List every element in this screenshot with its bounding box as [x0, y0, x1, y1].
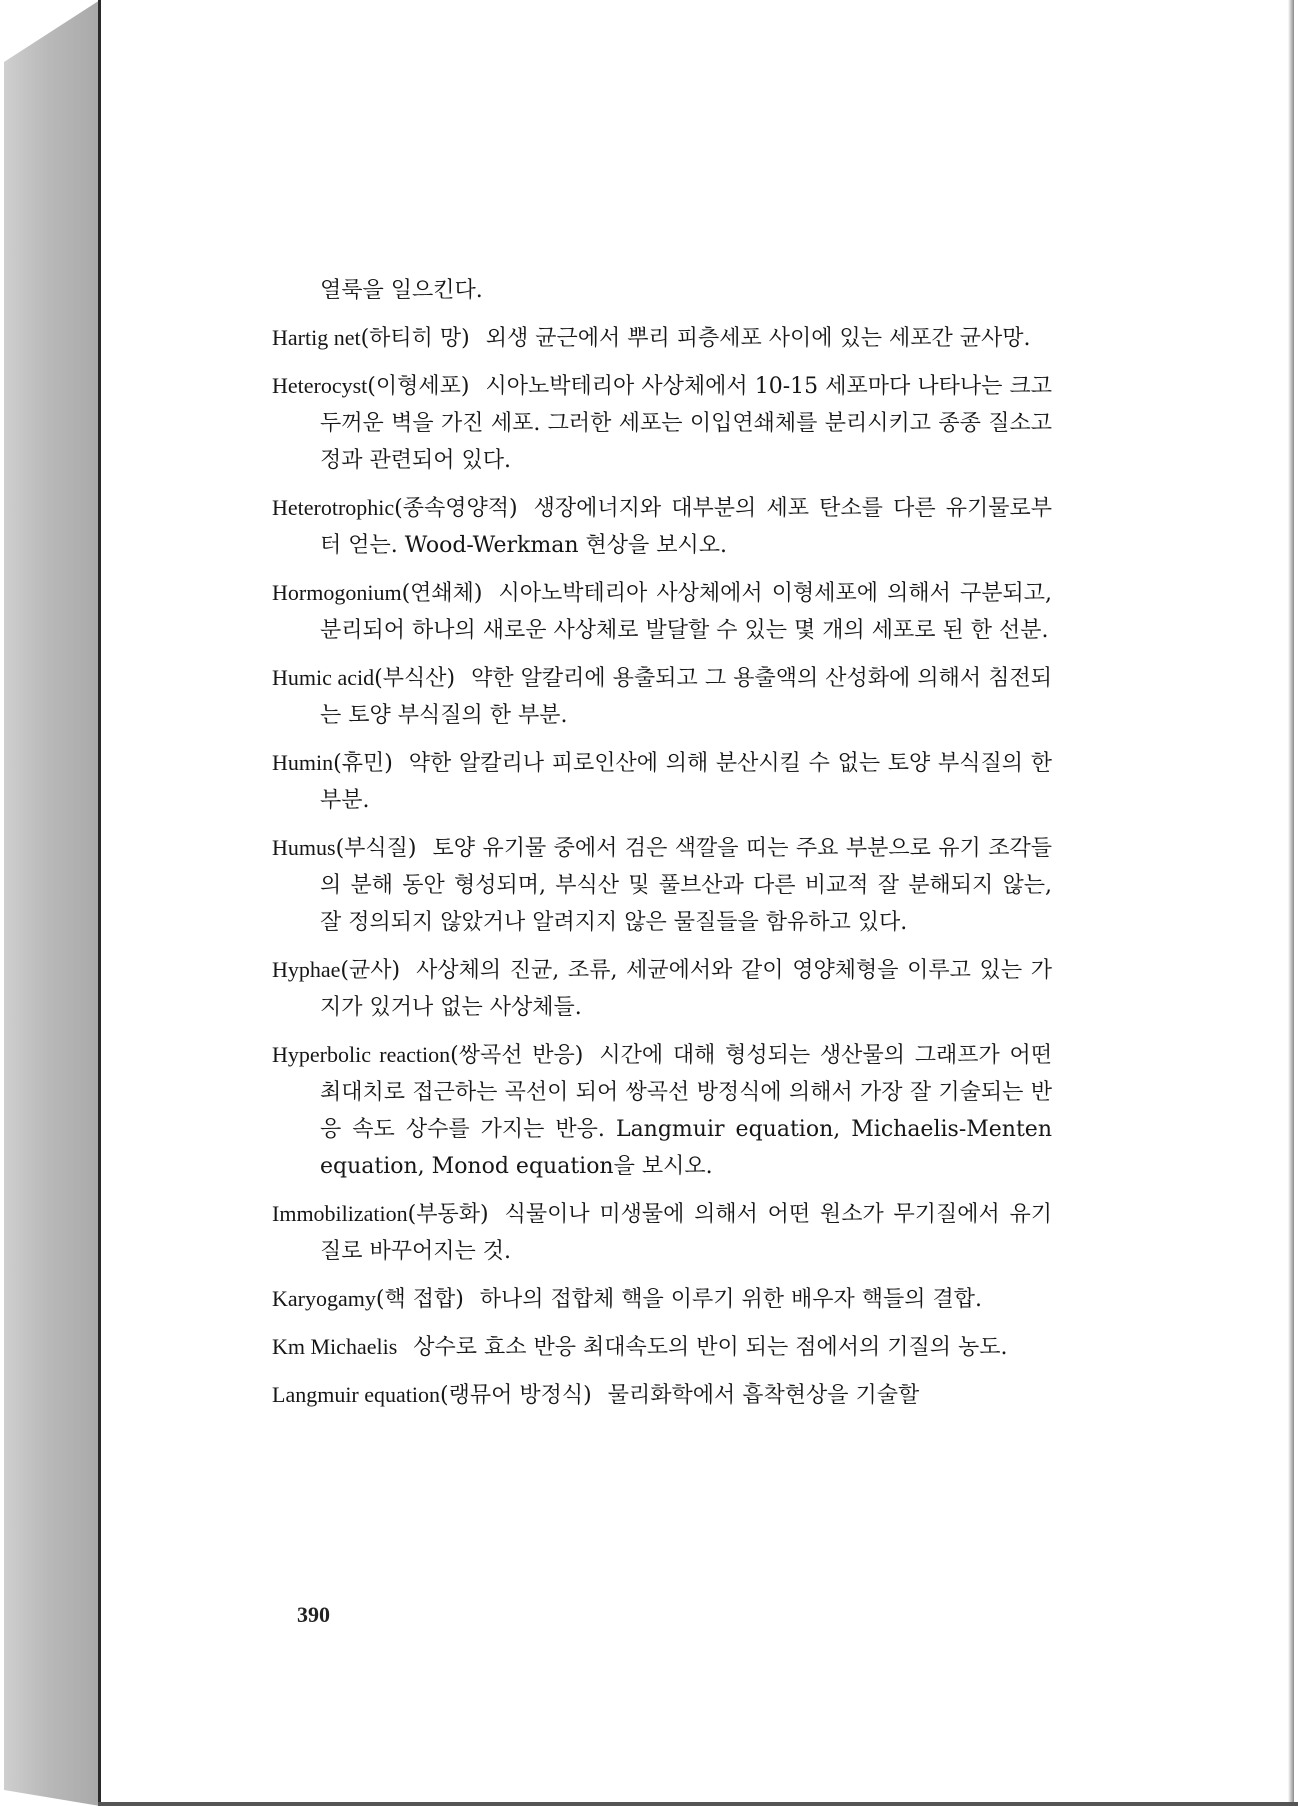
entry-korean-term: (이형세포)	[367, 374, 470, 399]
page-edge	[1288, 0, 1294, 1806]
page-bottom-edge	[98, 1802, 1298, 1806]
glossary-entry	[272, 1195, 1052, 1270]
entry-definition: 생장에너지와 대부분의 세포 탄소를 다른 유기물로부터 얻는. Wood-Werkman 현상을 보시오.	[320, 496, 1052, 558]
entry-definition: 시간에 대해 형성되는 생산물의 그래프가 어떤 최대치로 접근하는 곡선이 되어 쌍곡선 방정식에 의해서 가장 잘 기술되는 반응 속도 상수를 가지는 반응. Langmuir equation, Michaelis-Menten equation, Monod equation을 보시오.	[320, 1043, 1053, 1179]
glossary-entry	[272, 951, 1052, 1026]
entry-korean-term: (쌍곡선 반응)	[450, 1043, 584, 1068]
glossary-entry	[272, 1280, 1052, 1318]
glossary-text	[272, 272, 1052, 1424]
entry-definition: 약한 알칼리에 용출되고 그 용출액의 산성화에 의해서 침전되는 토양 부식질의 한 부분.	[320, 666, 1052, 728]
glossary-entry	[272, 1036, 1052, 1185]
entry-korean-term: (균사)	[340, 958, 401, 983]
entry-korean-term: (부식질)	[335, 836, 417, 861]
glossary-entry	[272, 367, 1052, 479]
entry-definition: 하나의 접합체 핵을 이루기 위한 배우자 핵들의 결합.	[479, 1287, 983, 1312]
entry-definition: 열룩을 일으킨다.	[320, 278, 483, 303]
entry-term: Hartig net	[272, 325, 361, 350]
book-spine	[4, 0, 100, 1806]
entry-korean-term: (연쇄체)	[401, 581, 483, 606]
entry-definition: 약한 알칼리나 피로인산에 의해 분산시킬 수 없는 토양 부식질의 한 부분.	[320, 751, 1052, 813]
entry-term: Immobilization	[272, 1201, 408, 1226]
glossary-entry	[272, 1376, 1052, 1414]
entry-term: Langmuir equation	[272, 1382, 441, 1407]
entry-definition: 식물이나 미생물에 의해서 어떤 원소가 무기질에서 유기질로 바꾸어지는 것.	[320, 1202, 1052, 1264]
entry-korean-term: (핵 접합)	[375, 1287, 464, 1312]
entry-korean-term: (하티히 망)	[360, 326, 470, 351]
page-number: 390	[297, 1602, 330, 1627]
glossary-entry	[272, 659, 1052, 734]
entry-korean-term: (부식산)	[374, 666, 456, 691]
entry-definition: 사상체의 진균, 조류, 세균에서와 같이 영양체형을 이루고 있는 가지가 있거나 없는 사상체들.	[320, 958, 1052, 1020]
entry-korean-term: (휴민)	[333, 751, 393, 776]
entry-term: Hyperbolic reaction	[272, 1042, 451, 1067]
glossary-entry	[272, 574, 1052, 649]
entry-korean-term: (부동화)	[407, 1202, 489, 1227]
entry-definition: 물리화학에서 흡착현상을 기술할	[607, 1383, 920, 1408]
entry-term: Heterocyst	[272, 373, 368, 398]
entry-term: Humic acid	[272, 665, 375, 690]
glossary-entry	[272, 829, 1052, 941]
entry-term: Humus	[272, 835, 336, 860]
entry-definition: 토양 유기물 중에서 검은 색깔을 띠는 주요 부분으로 유기 조각들의 분해 동안 형성되며, 부식산 및 풀브산과 다른 비교적 잘 분해되지 않는, 잘 정의되지 않았거나 알려지지 않은 물질들을 함유하고 있다.	[320, 836, 1052, 935]
entry-definition: 외생 균근에서 뿌리 피층세포 사이에 있는 세포간 균사망.	[485, 326, 1031, 351]
glossary-entry	[272, 272, 1052, 309]
entry-definition: 시아노박테리아 사상체에서 10-15 세포마다 나타나는 크고 두꺼운 벽을 가진 세포. 그러한 세포는 이입연쇄체를 분리시키고 종종 질소고정과 관련되어 있다.	[320, 374, 1052, 473]
entry-definition: 시아노박테리아 사상체에서 이형세포에 의해서 구분되고, 분리되어 하나의 새로운 사상체로 발달할 수 있는 몇 개의 세포로 된 한 선분.	[320, 581, 1052, 643]
entry-definition: 상수로 효소 반응 최대속도의 반이 되는 점에서의 기질의 농도.	[413, 1335, 1008, 1360]
glossary-entry	[272, 1328, 1052, 1366]
glossary-entry	[272, 319, 1052, 357]
glossary-entry	[272, 489, 1052, 564]
entry-term: Humin	[272, 750, 334, 775]
glossary-entry	[272, 744, 1052, 819]
entry-term: Heterotrophic	[272, 495, 395, 520]
entry-term: Km Michaelis	[272, 1334, 398, 1359]
entry-term: Hormogonium	[272, 580, 402, 605]
entry-term: Karyogamy	[272, 1286, 376, 1311]
entry-korean-term: (종속영양적)	[394, 496, 518, 521]
entry-korean-term: (랭뮤어 방정식)	[440, 1383, 592, 1408]
entry-term: Hyphae	[272, 957, 341, 982]
